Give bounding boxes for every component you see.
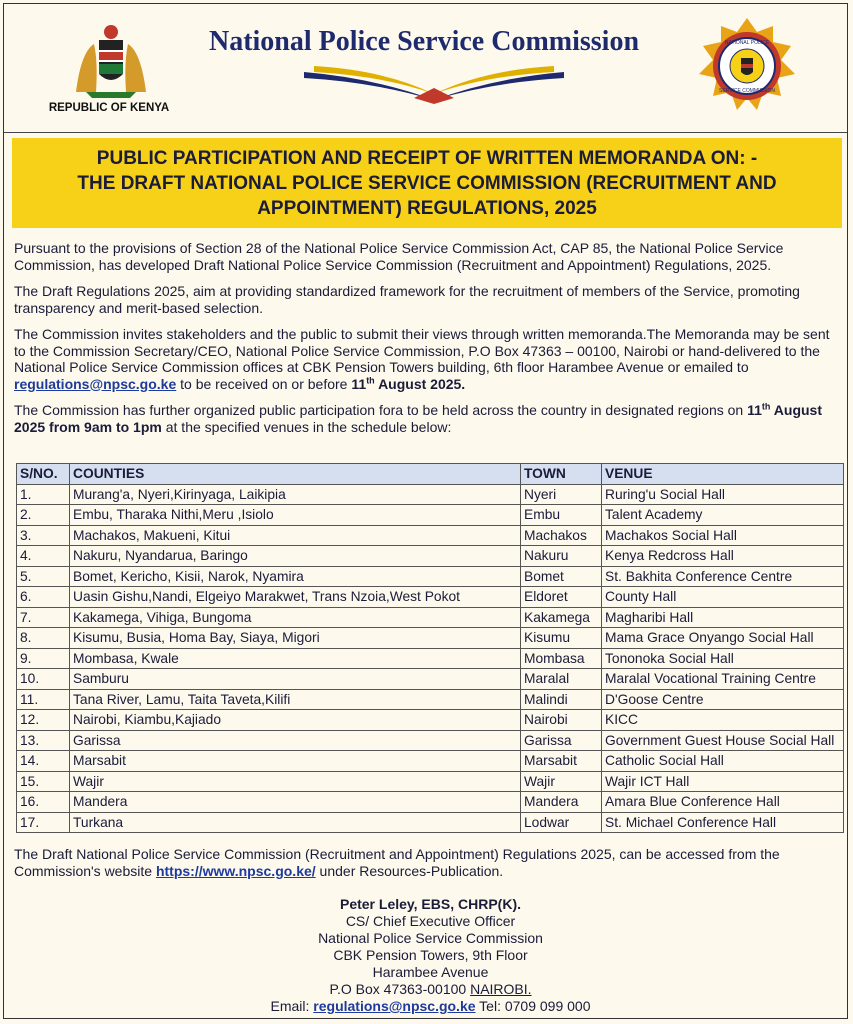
table-row (17, 812, 844, 833)
cell-counties: Nakuru, Nyandarua, Baringo (70, 546, 521, 567)
table-row (17, 484, 844, 505)
cell-town: Nakuru (521, 546, 602, 567)
col-town-header: TOWN (521, 464, 602, 485)
coat-of-arms-icon (66, 22, 156, 98)
signatory-title: CS/ Chief Executive Officer (345, 913, 516, 929)
cell-town: Machakos (521, 525, 602, 546)
cell-town: Nairobi (521, 710, 602, 731)
schedule-table (16, 463, 844, 833)
signatory-contact: Email: regulations@npsc.go.ke Tel: 0709 099 000 (270, 998, 591, 1014)
table-row (17, 689, 844, 710)
paragraph-1: Pursuant to the provisions of Section 28 of the National Police Service Commission Act, CAP 85, the National Police Service Commission, has developed Draft National Police Service Commission (Recruitment and Appointment) Regulations, 2025. (14, 240, 784, 273)
cell-town: Bomet (521, 566, 602, 587)
table-header-row (17, 464, 844, 485)
footer-text (14, 846, 844, 879)
paragraph-3 (14, 326, 842, 392)
cell-venue: Magharibi Hall (602, 607, 844, 628)
paragraph-2: The Draft Regulations 2025, aim at providing standardized framework for the recruitment of members of the Service, promoting transparency and merit-based selection. (14, 283, 800, 316)
signatory-org: National Police Service Commission (318, 930, 543, 946)
cell-sno: 16. (17, 792, 70, 813)
cell-town: Garissa (521, 730, 602, 751)
cell-sno: 13. (17, 730, 70, 751)
signatory-street: Harambee Avenue (372, 964, 489, 980)
table-row (17, 771, 844, 792)
cell-town: Maralal (521, 669, 602, 690)
cell-sno: 6. (17, 587, 70, 608)
cell-venue: St. Michael Conference Hall (602, 812, 844, 833)
banner-line-3: APPOINTMENT) REGULATIONS, 2025 (257, 198, 597, 219)
cell-venue: Tononoka Social Hall (602, 648, 844, 669)
cell-sno: 1. (17, 484, 70, 505)
cell-counties: Embu, Tharaka Nithi,Meru ,Isiolo (70, 505, 521, 526)
cell-venue: Government Guest House Social Hall (602, 730, 844, 751)
cell-venue: Ruring'u Social Hall (602, 484, 844, 505)
cell-sno: 8. (17, 628, 70, 649)
table-row (17, 792, 844, 813)
paragraph-4 (14, 402, 842, 435)
cell-venue: Catholic Social Hall (602, 751, 844, 772)
cell-sno: 14. (17, 751, 70, 772)
notice-body (14, 240, 842, 445)
cell-sno: 17. (17, 812, 70, 833)
schedule-table-body (17, 484, 844, 833)
cell-counties: Machakos, Makueni, Kitui (70, 525, 521, 546)
cell-town: Malindi (521, 689, 602, 710)
cell-town: Kisumu (521, 628, 602, 649)
cell-sno: 3. (17, 525, 70, 546)
col-venue-header: VENUE (602, 464, 844, 485)
cell-venue: County Hall (602, 587, 844, 608)
banner-line-2: THE DRAFT NATIONAL POLICE SERVICE COMMISSION (RECRUITMENT AND (77, 173, 777, 194)
cell-town: Wajir (521, 771, 602, 792)
cell-counties: Kakamega, Vihiga, Bungoma (70, 607, 521, 628)
signatory-tel: Tel: 0709 099 000 (479, 998, 591, 1014)
seal-text-bottom: SERVICE COMMISSION (718, 88, 776, 94)
cell-sno: 11. (17, 689, 70, 710)
table-row (17, 751, 844, 772)
table-row (17, 628, 844, 649)
commission-seal-icon (699, 18, 795, 114)
fora-date: 11th August 2025 from 9am to 1pm (14, 401, 822, 435)
cell-town: Nyeri (521, 484, 602, 505)
seal-text-top: NATIONAL POLICE (724, 40, 770, 46)
country-label: REPUBLIC OF KENYA (48, 102, 170, 114)
signature-email-link[interactable]: regulations@npsc.go.ke (313, 998, 476, 1014)
cell-counties: Bomet, Kericho, Kisii, Narok, Nyamira (70, 566, 521, 587)
cell-venue: Mama Grace Onyango Social Hall (602, 628, 844, 649)
cell-venue: Wajir ICT Hall (602, 771, 844, 792)
cell-town: Mandera (521, 792, 602, 813)
deadline-date: 11th August 2025. (351, 374, 466, 392)
cell-venue: Kenya Redcross Hall (602, 546, 844, 567)
table-row (17, 505, 844, 526)
table-row (17, 648, 844, 669)
cell-counties: Mombasa, Kwale (70, 648, 521, 669)
cell-counties: Marsabit (70, 751, 521, 772)
table-row (17, 607, 844, 628)
table-row (17, 546, 844, 567)
paragraph-4-tail: at the specified venues in the schedule below: (165, 418, 452, 435)
cell-town: Lodwar (521, 812, 602, 833)
website-link[interactable]: https://www.npsc.go.ke/ (155, 862, 316, 879)
cell-counties: Turkana (70, 812, 521, 833)
col-counties-header: COUNTIES (70, 464, 521, 485)
cell-counties: Kisumu, Busia, Homa Bay, Siaya, Migori (70, 628, 521, 649)
cell-town: Mombasa (521, 648, 602, 669)
cell-venue: Machakos Social Hall (602, 525, 844, 546)
cell-sno: 9. (17, 648, 70, 669)
cell-counties: Mandera (70, 792, 521, 813)
cell-venue: Talent Academy (602, 505, 844, 526)
cell-sno: 2. (17, 505, 70, 526)
cell-counties: Samburu (70, 669, 521, 690)
email-link[interactable]: regulations@npsc.go.ke (14, 375, 177, 392)
cell-town: Marsabit (521, 751, 602, 772)
cell-venue: D'Goose Centre (602, 689, 844, 710)
cell-counties: Uasin Gishu,Nandi, Elgeiyo Marakwet, Trans Nzoia,West Pokot (70, 587, 521, 608)
table-row (17, 566, 844, 587)
title-banner (12, 138, 842, 228)
cell-venue: Maralal Vocational Training Centre (602, 669, 844, 690)
paragraph-3-deadline-text: to be received on or before (180, 375, 348, 392)
cell-sno: 10. (17, 669, 70, 690)
cell-venue: Amara Blue Conference Hall (602, 792, 844, 813)
cell-counties: Murang'a, Nyeri,Kirinyaga, Laikipia (70, 484, 521, 505)
paragraph-4-text: The Commission has further organized public participation fora to be held across the country in designated regions on (14, 402, 744, 418)
cell-venue: St. Bakhita Conference Centre (602, 566, 844, 587)
col-sno-header: S/NO. (17, 464, 70, 485)
notice-page (3, 3, 848, 1019)
cell-town: Eldoret (521, 587, 602, 608)
table-row (17, 710, 844, 731)
table-row (17, 669, 844, 690)
cell-sno: 12. (17, 710, 70, 731)
swoosh-decoration-icon (304, 64, 564, 104)
org-title: National Police Service Commission (208, 26, 640, 57)
cell-sno: 7. (17, 607, 70, 628)
table-row (17, 525, 844, 546)
cell-counties: Garissa (70, 730, 521, 751)
paragraph-3-text: The Commission invites stakeholders and the public to submit their views through written memoranda.The Memoranda may be sent to the Commission Secretary/CEO, National Police Service Commission, P.O Box 47363 – 00100, Nairobi or hand-delivered to the National Police Service Commission offices at CBK Pension Towers building, 6th floor Harambee Avenue or emailed to (14, 326, 830, 375)
signatory-name: Peter Leley, EBS, CHRP(K). (339, 896, 521, 912)
cell-town: Kakamega (521, 607, 602, 628)
footer-text-b: under Resources-Publication. (319, 862, 504, 879)
header (4, 4, 847, 133)
cell-counties: Nairobi, Kiambu,Kajiado (70, 710, 521, 731)
cell-venue: KICC (602, 710, 844, 731)
footer-text-a: The Draft National Police Service Commission (Recruitment and Appointment) Regulations 2025, can be accessed from the Commission's website (14, 846, 780, 879)
signatory-building: CBK Pension Towers, 9th Floor (333, 947, 528, 963)
cell-sno: 5. (17, 566, 70, 587)
signature-block (4, 896, 853, 1015)
cell-counties: Wajir (70, 771, 521, 792)
table-row (17, 730, 844, 751)
banner-line-1: PUBLIC PARTICIPATION AND RECEIPT OF WRITTEN MEMORANDA ON: - (96, 148, 758, 169)
cell-sno: 4. (17, 546, 70, 567)
signatory-address: P.O Box 47363-00100 NAIROBI. (329, 981, 532, 997)
cell-town: Embu (521, 505, 602, 526)
cell-sno: 15. (17, 771, 70, 792)
cell-counties: Tana River, Lamu, Taita Taveta,Kilifi (70, 689, 521, 710)
table-row (17, 587, 844, 608)
